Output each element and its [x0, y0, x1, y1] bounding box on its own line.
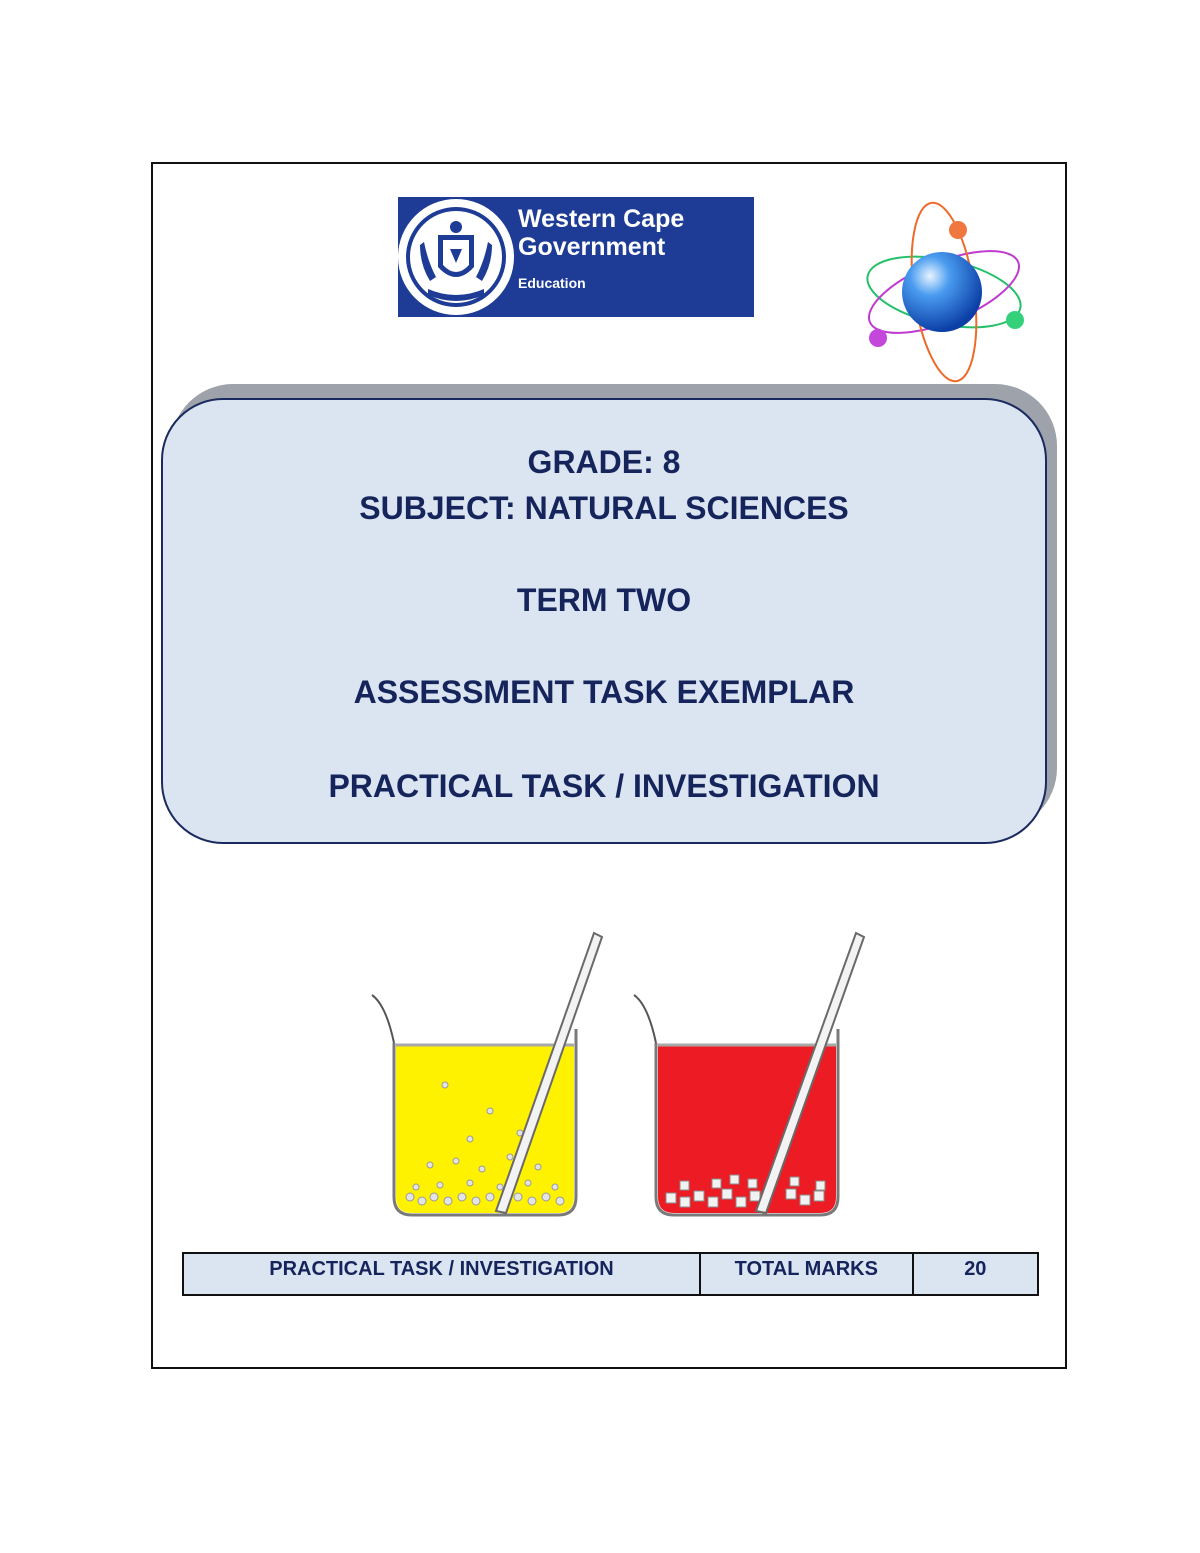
table-row — [183, 1253, 1038, 1295]
grade-heading: GRADE: 8 — [527, 444, 681, 480]
task-label-cell: PRACTICAL TASK / INVESTIGATION — [183, 1253, 700, 1295]
subject-heading: SUBJECT: NATURAL SCIENCES — [359, 490, 849, 526]
wcg-logo — [398, 197, 754, 317]
total-marks-value-cell: 20 — [913, 1253, 1038, 1295]
logo-title-line2: Government — [518, 233, 666, 261]
term-heading: TERM TWO — [516, 582, 692, 618]
marks-table — [182, 1252, 1039, 1296]
assessment-heading: ASSESSMENT TASK EXEMPLAR — [353, 674, 855, 710]
total-marks-label-cell: TOTAL MARKS — [700, 1253, 913, 1295]
right-beaker — [634, 933, 864, 1215]
title-panel — [161, 398, 1047, 844]
beaker-icon — [360, 925, 880, 1225]
logo-title-line1: Western Cape — [518, 205, 685, 233]
task-heading: PRACTICAL TASK / INVESTIGATION — [328, 768, 880, 804]
coat-of-arms-icon — [398, 197, 516, 317]
atom-icon — [858, 198, 1030, 386]
logo-department: Education — [518, 275, 586, 291]
left-beaker — [372, 933, 602, 1215]
